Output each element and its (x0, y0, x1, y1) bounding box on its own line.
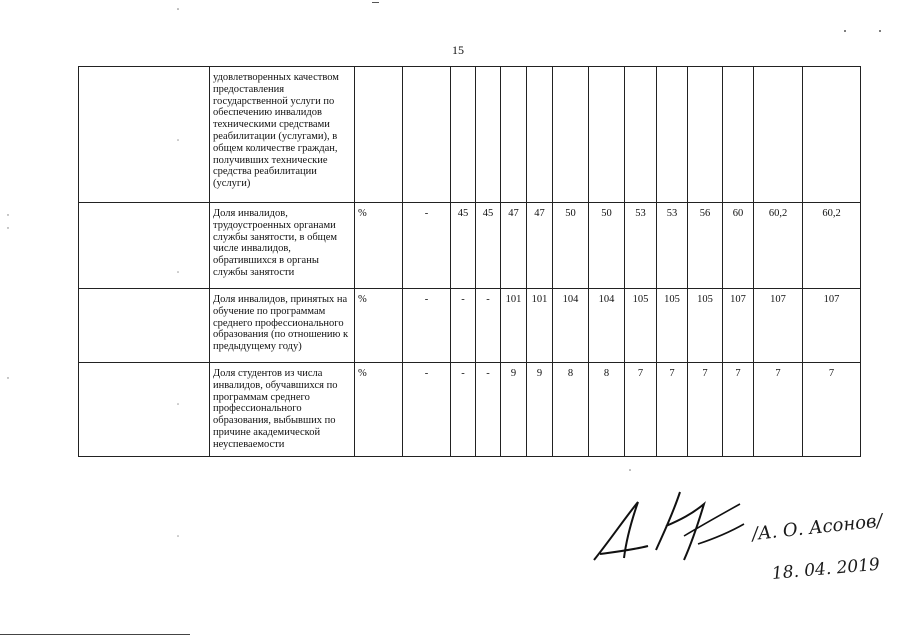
indicator-name-cell: Доля инвалидов, трудоустроенных органами службы занятости, в общем числе инвалидов, обратившихся в органы службы занятости (210, 203, 355, 289)
unit-cell: % (355, 289, 403, 363)
value-cell (589, 67, 625, 203)
value-cell: 7 (803, 363, 861, 457)
value-cell: 56 (688, 203, 723, 289)
value-cell: 53 (657, 203, 688, 289)
value-cell: 107 (803, 289, 861, 363)
indicator-name-cell: удовлетворенных качеством предоставления государственной услуги по обеспечению инвалидов техническими средствами реабилитации (услугами), в общем количестве граждан, получивших технические средства реабилитации (услуги) (210, 67, 355, 203)
value-cell: 105 (625, 289, 657, 363)
value-cell: - (476, 289, 501, 363)
unit-cell: % (355, 203, 403, 289)
value-cell (754, 67, 803, 203)
table-row (79, 67, 861, 203)
value-cell: - (476, 363, 501, 457)
value-cell: 60,2 (754, 203, 803, 289)
value-cell: 7 (723, 363, 754, 457)
value-cell: 45 (476, 203, 501, 289)
indicators-table (78, 66, 861, 457)
value-cell (625, 67, 657, 203)
value-cell (723, 67, 754, 203)
value-cell: 104 (553, 289, 589, 363)
value-cell: 104 (589, 289, 625, 363)
value-cell: - (451, 363, 476, 457)
value-cell: 47 (527, 203, 553, 289)
value-cell: 9 (501, 363, 527, 457)
value-cell: 45 (451, 203, 476, 289)
scan-mark (372, 2, 379, 3)
unit-cell (355, 67, 403, 203)
value-cell (501, 67, 527, 203)
value-cell: 53 (625, 203, 657, 289)
value-cell: 60,2 (803, 203, 861, 289)
indicator-name-cell: Доля студентов из числа инвалидов, обучавшихся по программам среднего профессионального образования, выбывших по причине академической неуспеваемости (210, 363, 355, 457)
value-cell: 7 (688, 363, 723, 457)
value-cell: 8 (589, 363, 625, 457)
value-cell: 8 (553, 363, 589, 457)
value-cell: 101 (501, 289, 527, 363)
row-number-cell (79, 203, 210, 289)
value-cell: 60 (723, 203, 754, 289)
unit-cell: % (355, 363, 403, 457)
table-row (79, 289, 861, 363)
value-cell: 7 (625, 363, 657, 457)
row-number-cell (79, 289, 210, 363)
signature-date: 18. 04. 2019 (771, 554, 881, 584)
value-cell: 50 (553, 203, 589, 289)
value-cell (657, 67, 688, 203)
page-number: 15 (452, 43, 464, 57)
value-cell: 50 (589, 203, 625, 289)
value-cell: 9 (527, 363, 553, 457)
handwritten-signature (580, 480, 880, 600)
row-number-cell (79, 67, 210, 203)
value-cell (803, 67, 861, 203)
value-cell: - (451, 289, 476, 363)
value-cell (688, 67, 723, 203)
table-row (79, 203, 861, 289)
value-cell (451, 67, 476, 203)
value-cell (527, 67, 553, 203)
value-cell: - (403, 363, 451, 457)
value-cell: 107 (723, 289, 754, 363)
value-cell: 47 (501, 203, 527, 289)
table-row (79, 363, 861, 457)
indicator-name-cell: Доля инвалидов, принятых на обучение по программам среднего профессионального образования (по отношению к предыдущему году) (210, 289, 355, 363)
signature-name: /А. О. Асонов/ (750, 510, 884, 545)
value-cell: 105 (657, 289, 688, 363)
row-number-cell (79, 363, 210, 457)
value-cell (403, 67, 451, 203)
value-cell: 101 (527, 289, 553, 363)
value-cell: - (403, 203, 451, 289)
value-cell: 7 (657, 363, 688, 457)
value-cell (476, 67, 501, 203)
value-cell: 107 (754, 289, 803, 363)
footer-rule (0, 634, 190, 635)
value-cell: - (403, 289, 451, 363)
value-cell (553, 67, 589, 203)
value-cell: 7 (754, 363, 803, 457)
value-cell: 105 (688, 289, 723, 363)
